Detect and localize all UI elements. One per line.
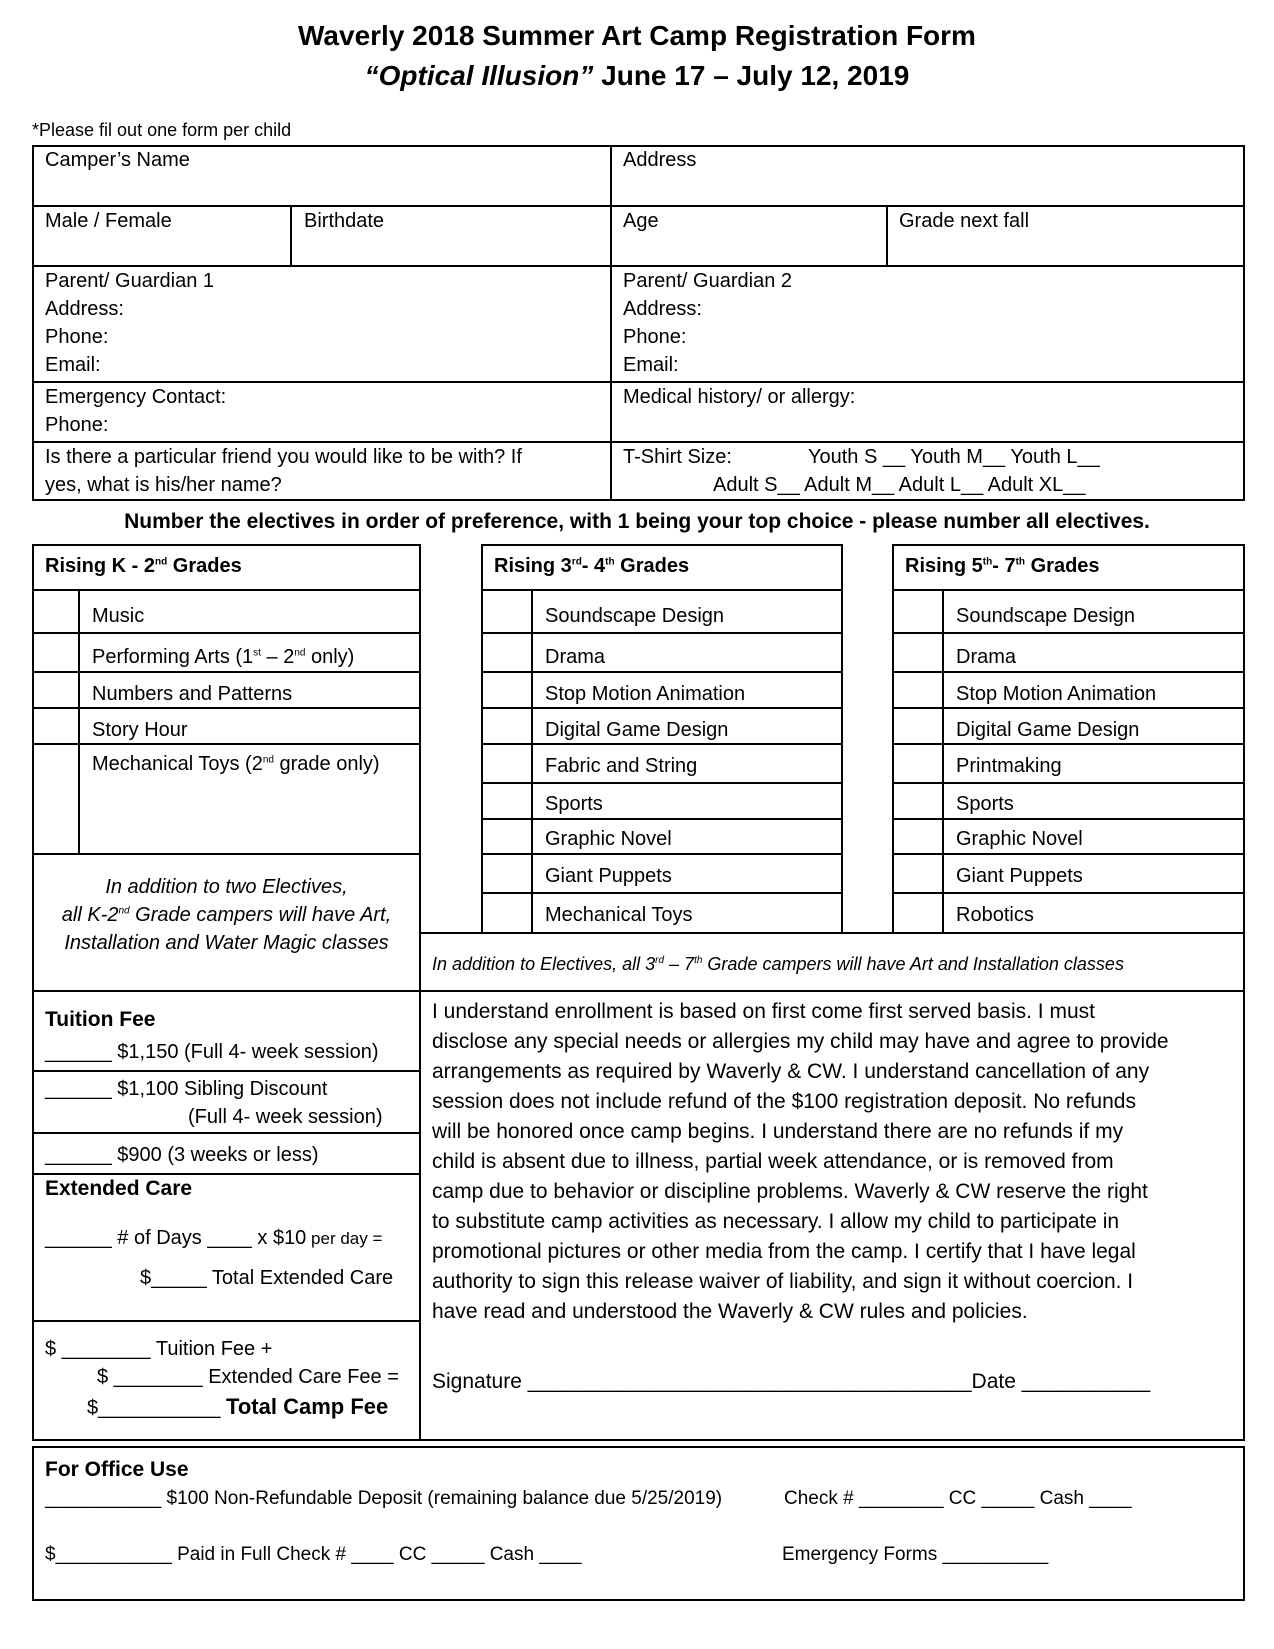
birthdate-field[interactable]: Birthdate (304, 210, 385, 232)
elective-57-item: Sports (956, 793, 1014, 815)
guardian1-label[interactable]: Parent/ Guardian 1 (45, 270, 214, 292)
address-field[interactable]: Address (623, 149, 697, 171)
elective-57-item: Drama (956, 646, 1017, 668)
divider (32, 1132, 421, 1134)
header-3-4: Rising 3rd- 4th Grades (494, 555, 690, 577)
guardian1-phone[interactable]: Phone: (45, 326, 109, 348)
elective-34-item: Digital Game Design (545, 719, 729, 741)
tshirt-adult-sizes[interactable]: Adult S__ Adult M__ Adult L__ Adult XL__ (713, 474, 1086, 496)
guardian1-address[interactable]: Address: (45, 298, 124, 320)
tshirt-youth-sizes[interactable]: Youth S __ Youth M__ Youth L__ (808, 446, 1100, 468)
signature-date-line[interactable]: Signature ______________________________________Date ___________ (432, 1370, 1151, 1393)
k2-note-line1: In addition to two Electives, (105, 876, 348, 898)
guardian2-address[interactable]: Address: (623, 298, 702, 320)
total-camp-fee[interactable]: $___________ Total Camp Fee (87, 1394, 389, 1419)
rank-box[interactable] (894, 820, 940, 852)
form-note: *Please fil out one form per child (32, 120, 292, 140)
guardian1-email[interactable]: Email: (45, 354, 101, 376)
divider (32, 632, 421, 634)
elective-k2-numbers: Numbers and Patterns (92, 683, 293, 705)
rank-box[interactable] (483, 894, 529, 932)
emergency-contact[interactable]: Emergency Contact: (45, 386, 227, 408)
divider (78, 589, 80, 853)
rank-box[interactable] (894, 745, 940, 781)
divider (419, 990, 421, 1441)
elective-k2-music: Music (92, 605, 145, 627)
divider (32, 589, 421, 591)
elective-k2-mechanical-toys: Mechanical Toys (2nd grade only) (92, 753, 380, 775)
extended-care-days[interactable]: ______ # of Days ____ x $10 per day = (45, 1227, 383, 1249)
rank-box[interactable] (34, 709, 76, 742)
divider (290, 205, 292, 265)
divider (892, 671, 1245, 673)
office-paid-in-full[interactable]: $___________ Paid in Full Check # ____ CC _____ Cash ____ (45, 1544, 582, 1565)
electives-instruction: Number the electives in order of preference, with 1 being your top choice - please number all electives. (124, 510, 1150, 533)
grade-next-fall-field[interactable]: Grade next fall (899, 210, 1030, 232)
rank-box[interactable] (483, 855, 529, 891)
rank-box[interactable] (34, 673, 76, 706)
divider (32, 1320, 421, 1322)
elective-57-item: Graphic Novel (956, 828, 1083, 850)
gender-field[interactable]: Male / Female (45, 210, 172, 232)
divider (481, 671, 843, 673)
form-title: Waverly 2018 Summer Art Camp Registration Form (298, 20, 976, 51)
divider (610, 145, 612, 501)
elective-34-item: Fabric and String (545, 755, 698, 777)
divider (481, 782, 843, 784)
elective-34-item: Drama (545, 646, 606, 668)
guardian2-phone[interactable]: Phone: (623, 326, 687, 348)
divider (892, 589, 1245, 591)
divider (481, 589, 843, 591)
rank-box[interactable] (894, 673, 940, 706)
elective-34-item: Giant Puppets (545, 865, 672, 887)
extended-care-title: Extended Care (45, 1177, 193, 1200)
elective-57-item: Robotics (956, 904, 1034, 926)
divider (942, 589, 944, 934)
form-subtitle (0, 60, 1274, 92)
rank-box[interactable] (483, 820, 529, 852)
rank-box[interactable] (34, 591, 76, 631)
elective-57-item: Printmaking (956, 755, 1062, 777)
tuition-three-weeks[interactable]: ______ $900 (3 weeks or less) (45, 1144, 319, 1166)
rank-box[interactable] (894, 591, 940, 631)
elective-34-item: Soundscape Design (545, 605, 725, 627)
divider (531, 589, 533, 934)
divider (481, 853, 843, 855)
elective-34-item: Sports (545, 793, 603, 815)
divider (32, 743, 421, 745)
k2-note-line3: Installation and Water Magic classes (64, 932, 389, 954)
divider (481, 818, 843, 820)
office-use-title: For Office Use (45, 1458, 189, 1481)
divider (32, 853, 421, 855)
rank-box[interactable] (894, 634, 940, 670)
header-5-7: Rising 5th- 7th Grades (905, 555, 1100, 577)
agreement-text: I understand enrollment is based on first come first served basis. I must disclose any special needs or allergies my child may have and agree to provide arrangements as required by Waverly & CW. I understand cancellation of any session does not include refund of the $100 registration deposit. No refunds will be honored once camp begins. I understand there are no refunds if my child is absent due to illness, partial week attendance, or is removed from camp due to behavior or discipline problems. Waverly & CW reserve the right to substitute camp activities as necessary. I allow my child to participate in promotional pictures or other media from the camp. I certify that I have legal authority to sign this release waiver of liability, and sign it without coercion. I have read and understood the Waverly & CW rules and policies. (432, 1000, 1169, 1323)
office-emergency-forms[interactable]: Emergency Forms __________ (782, 1544, 1049, 1565)
office-deposit-payment[interactable]: Check # ________ CC _____ Cash ____ (784, 1488, 1132, 1509)
age-field[interactable]: Age (623, 210, 659, 232)
tshirt-label: T-Shirt Size: (623, 446, 732, 468)
divider (32, 1070, 421, 1072)
rank-box[interactable] (894, 709, 940, 742)
elective-k2-performing-arts: Performing Arts (1st – 2nd only) (92, 646, 355, 668)
rank-box[interactable] (483, 634, 529, 670)
divider (892, 782, 1245, 784)
k2-note-line2: all K-2nd Grade campers will have Art, (61, 904, 392, 926)
rank-box[interactable] (34, 634, 76, 670)
note-3-7: In addition to Electives, all 3rd – 7th Grade campers will have Art and Installation classes (432, 954, 1124, 974)
sum-extended-care-fee[interactable]: $ ________ Extended Care Fee = (97, 1366, 399, 1388)
elective-34-item: Stop Motion Animation (545, 683, 746, 705)
divider (892, 892, 1245, 894)
rank-box[interactable] (483, 745, 529, 781)
friend-question-line2[interactable]: yes, what is his/her name? (45, 474, 282, 496)
elective-57-item: Digital Game Design (956, 719, 1140, 741)
office-deposit[interactable]: ___________ $100 Non-Refundable Deposit (remaining balance due 5/25/2019) (45, 1488, 723, 1509)
elective-57-item: Soundscape Design (956, 605, 1136, 627)
rank-box[interactable] (894, 894, 940, 932)
emergency-phone[interactable]: Phone: (45, 414, 109, 436)
elective-57-item: Giant Puppets (956, 865, 1083, 887)
rank-box[interactable] (34, 745, 76, 852)
rank-box[interactable] (894, 784, 940, 817)
camp-theme: “Optical Illusion” (364, 60, 594, 91)
divider (886, 205, 888, 265)
rank-box[interactable] (894, 855, 940, 891)
tuition-sibling-note: (Full 4- week session) (188, 1106, 383, 1128)
rank-box[interactable] (483, 673, 529, 706)
elective-k2-story-hour: Story Hour (92, 719, 188, 741)
header-k2: Rising K - 2nd Grades (45, 555, 242, 577)
divider (892, 853, 1245, 855)
medical-history[interactable]: Medical history/ or allergy: (623, 386, 856, 408)
rank-box[interactable] (483, 709, 529, 742)
elective-34-item: Graphic Novel (545, 828, 672, 850)
campers-name-field[interactable]: Camper’s Name (45, 149, 190, 171)
total-extended-care[interactable]: $_____ Total Extended Care (140, 1267, 394, 1289)
elective-57-item: Stop Motion Animation (956, 683, 1157, 705)
divider (892, 818, 1245, 820)
divider (481, 892, 843, 894)
rank-box[interactable] (483, 784, 529, 817)
guardian2-email[interactable]: Email: (623, 354, 679, 376)
office-use-section (32, 1446, 1245, 1601)
guardian2-label[interactable]: Parent/ Guardian 2 (623, 270, 792, 292)
tuition-sibling-discount[interactable]: ______ $1,100 Sibling Discount (45, 1078, 328, 1100)
sum-tuition-fee[interactable]: $ ________ Tuition Fee + (45, 1338, 273, 1360)
tuition-full-session[interactable]: ______ $1,150 (Full 4- week session) (45, 1041, 379, 1063)
divider (892, 632, 1245, 634)
elective-34-item: Mechanical Toys (545, 904, 693, 926)
tuition-fee-title: Tuition Fee (45, 1008, 156, 1031)
friend-question-line1[interactable]: Is there a particular friend you would like to be with? If (45, 446, 522, 468)
rank-box[interactable] (483, 591, 529, 631)
divider (481, 632, 843, 634)
divider (32, 671, 421, 673)
camp-dates: June 17 – July 12, 2019 (593, 60, 910, 91)
